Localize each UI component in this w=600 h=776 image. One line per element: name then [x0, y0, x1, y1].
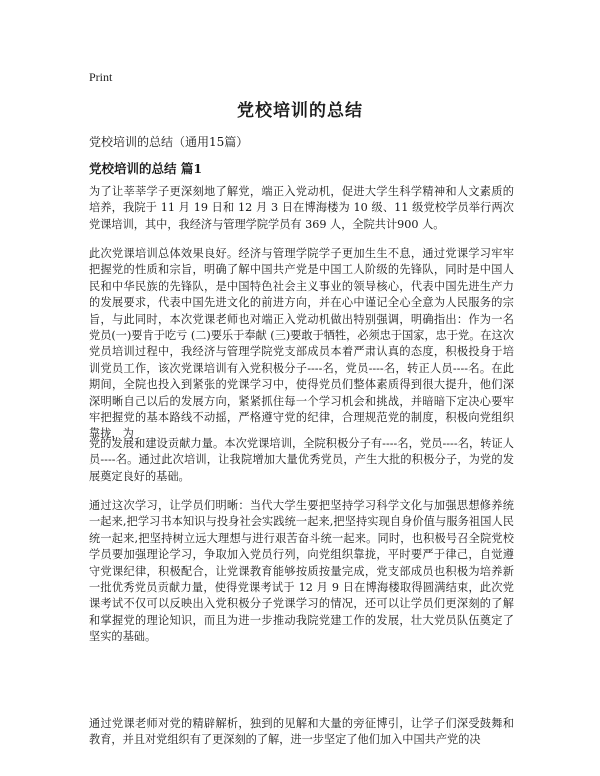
- page-title: 党校培训的总结: [237, 101, 363, 121]
- paragraph-2: 此次党课培训总体效果良好。经济与管理学院学子更加生生不息，通过党课学习牢牢把握党的性质和宗旨，明确了解中国共产党是中国工人阶级的先锋队，同时是中国人民和中华民族的先锋队，是中国特色社会主义事业的领导核心，代表中国先进生产力的发展要求，代表中国先进文化的前进方向，并在心中谨记全心全意为人民服务的宗旨，与此同时，本次党课老师也对端正入党动机做出特别强调，明确指出：作为一名党员(一)要肯于吃亏 (二)要乐于奉献 (三)要敢于牺牲，必须忠于国家，忠于党。在这次党员培训过程中，我经济与管理学院党支部成员本着严肃认真的态度，积极投身于培训党员工作，该次党课培训有入党积极分子----名，党员----名，转正人员----名。在此期间，全院也投入到紧张的党课学习中，使得党员们整体素质得到很大提升，他们深深明晰自己以后的发展方向，紧紧抓住每一个学习机会和挑战，并暗暗下定决心要牢牢把握党的基本路线不动摇，严格遵守党的纪律，合理规范党的制度，积极向党组织靠拢，为: [89, 247, 514, 441]
- paragraph-3: 党的发展和建设贡献力量。本次党课培训，全院积极分子有----名，党员----名，转证人员----名。通过此次培训，让我院增加大量优秀党员，产生大批的积极分子，为党的发展奠定良好的基础。: [89, 437, 514, 483]
- paragraph-4: 通过这次学习，让学员们明晰：当代大学生要把坚持学习科学文化与加强思想修养统一起来,把学习书本知识与投身社会实践统一起来,把坚持实现自身价值与服务祖国人民统一起来,把坚持树立远大理想与进行艰苦奋斗统一起来。同时，也积极号召全院党校学员要加强理论学习，争取加入党员行列，向党组织靠拢，平时要严于律己，自觉遵守党课纪律，积极配合，让党课教育能够按质按量完成，党支部成员也积极为培养新一批优秀党员贡献力量，使得党课考试于 12 月 9 日在博海楼取得圆满结束，此次党课考试不仅可以反映出入党积极分子党课学习的情况，还可以让学员们更深刻的了解和掌握党的理论知识，而且为进一步推动我院党建工作的发展，壮大党员队伍奠定了坚实的基础。: [89, 499, 514, 644]
- document-subtitle: 党校培训的总结（通用15篇）: [89, 135, 249, 149]
- section-heading: 党校培训的总结 篇1: [89, 161, 203, 176]
- print-link[interactable]: Print: [89, 70, 113, 84]
- paragraph-5: 通过党课老师对党的精辟解析，独到的见解和大量的旁征博引，让学子们深受鼓舞和教育，并且对党组织有了更深刻的了解，进一步坚定了他们加入中国共产党的决: [89, 717, 514, 747]
- paragraph-1: 为了让莘莘学子更深刻地了解党，端正入党动机，促进大学生科学精神和人文素质的培养，我院于 11 月 19 日和 12 月 3 日在博海楼为 10 级、11 级党校学员举行两次党课培训，其中，我经济与管理学院学员有 369 人，全院共计900 人。: [89, 185, 514, 231]
